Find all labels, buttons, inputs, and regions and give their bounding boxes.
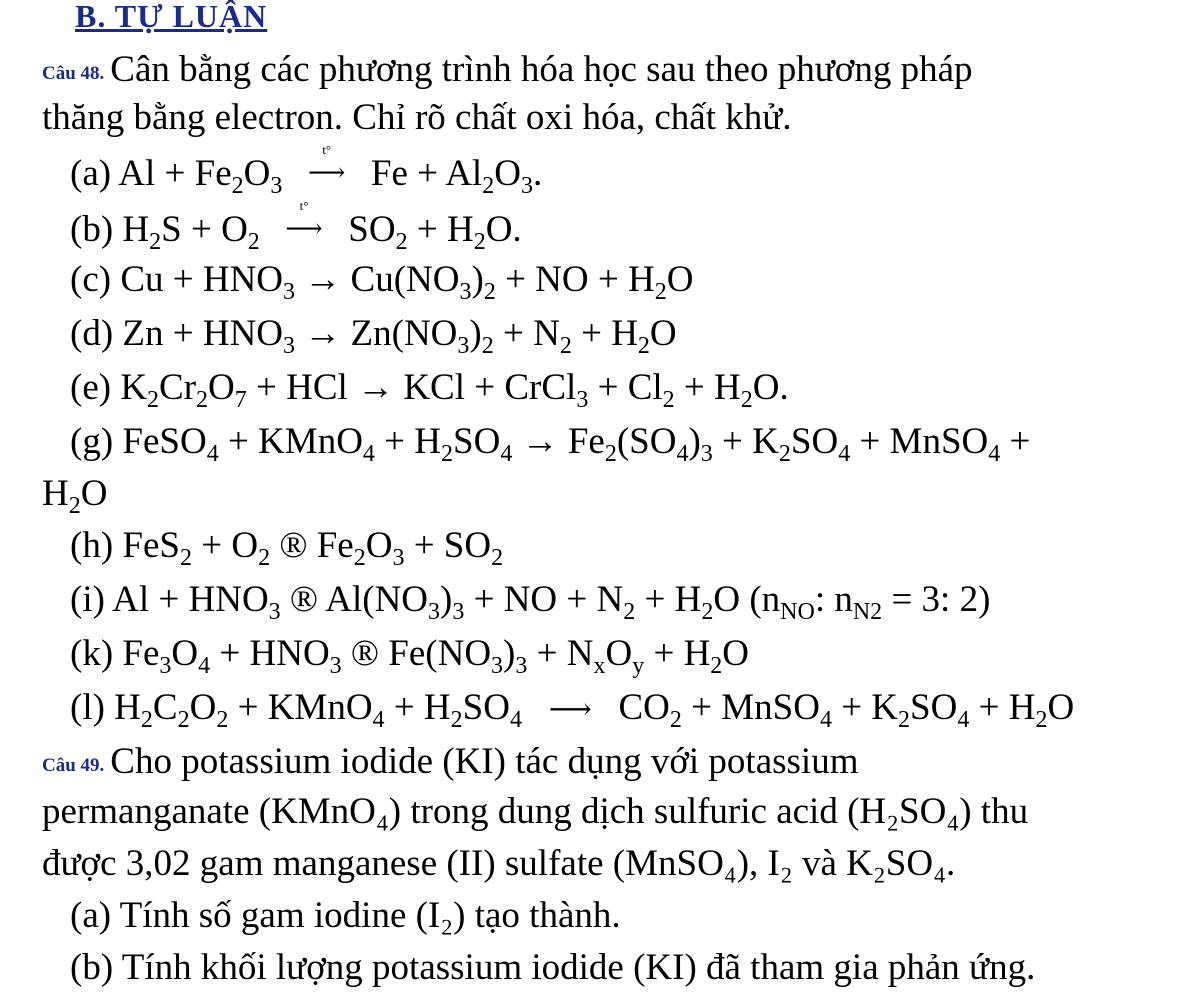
q49-part-a-text: (a) Tính số gam iodine (I₂) tạo thành. bbox=[70, 895, 621, 936]
q49-text-2: permanganate (KMnO₄) trong dung dịch sulfuric acid (H₂SO₄) thu bbox=[42, 791, 1029, 832]
equation-i: (i) $Al + HNO_3$ ® $Al(NO_3)_3$ + NO + $N_2 + H_2O$ ($n_{NO}$: $n_{N2} = 3$: 2) bbox=[70, 579, 991, 625]
q49-line-1 bbox=[42, 740, 858, 788]
section-heading: B. TỰ LUẬN bbox=[75, 0, 268, 34]
heat-condition: t° bbox=[322, 142, 332, 157]
q48-label: Câu 48. bbox=[42, 63, 105, 84]
equation-h: (h) $FeS_2 + O_2$ ® $Fe_2O_3 + SO_2$ bbox=[70, 525, 504, 571]
equation-d: (d) $Zn + HNO_3 \to Zn(NO_3)_2 + N_2 + H_2O$ bbox=[70, 313, 677, 359]
q48-line-1 bbox=[42, 48, 973, 96]
q48-text-2: thăng bằng electron. Chỉ rõ chất oxi hóa, chất khử. bbox=[42, 97, 792, 138]
equation-k: (k) $Fe_3O_4 + HNO_3$ ® $Fe(NO_3)_3 + N_xO_y + H_2O$ bbox=[70, 633, 750, 679]
q49-text-1: Cho potassium iodide (KI) tác dụng với potassium bbox=[110, 741, 859, 782]
q49-line-2 bbox=[42, 790, 1028, 834]
equation-c: (c) $Cu + HNO_3 \to Cu(NO_3)_2$ + NO + $H_2O$ bbox=[70, 259, 694, 305]
equation-b: (b) $H_2S + O_2$ t° ⟶ $SO_2 + H_2O$. bbox=[70, 204, 522, 252]
q49-label: Câu 49. bbox=[42, 755, 105, 776]
equation-g: (g) FeSO$_4$ + KMnO$_4$ + $H_2SO_4 \to Fe_2(SO_4)_3 + K_2SO_4$ + MnSO$_4$ + bbox=[70, 421, 1031, 467]
q48-line-2 bbox=[42, 96, 792, 140]
heat-arrow: t° ⟶ bbox=[275, 204, 333, 248]
q48-text-1: Cân bằng các phương trình hóa học sau theo phương pháp bbox=[110, 49, 973, 90]
equation-a: (a) $Al + Fe_2O_3$ t° ⟶ $Fe + Al_2O_3$. bbox=[70, 148, 542, 196]
q49-part-b bbox=[70, 946, 1035, 990]
equation-l: (l) $H_2C_2O_2$ + KMnO$_4$ + $H_2SO_4$ ⟶ $CO_2$ + MnSO$_4$ + $K_2SO_4 + H_2O$ bbox=[70, 687, 1075, 733]
heat-condition: t° bbox=[299, 198, 309, 213]
q49-text-3: được 3,02 gam manganese (II) sulfate (MnSO₄), I₂ và K₂SO₄. bbox=[42, 843, 956, 884]
equation-g-cont: $H_2O$ bbox=[42, 473, 108, 519]
heat-arrow: t° ⟶ bbox=[298, 148, 356, 192]
q49-part-b-text: (b) Tính khối lượng potassium iodide (KI) đã tham gia phản ứng. bbox=[70, 947, 1036, 988]
q49-part-a bbox=[70, 894, 621, 938]
q49-line-3 bbox=[42, 842, 955, 886]
equation-e: (e) $K_2Cr_2O_7$ + HCl → KCl + CrCl$_3$ + $Cl_2 + H_2O$. bbox=[70, 367, 789, 413]
